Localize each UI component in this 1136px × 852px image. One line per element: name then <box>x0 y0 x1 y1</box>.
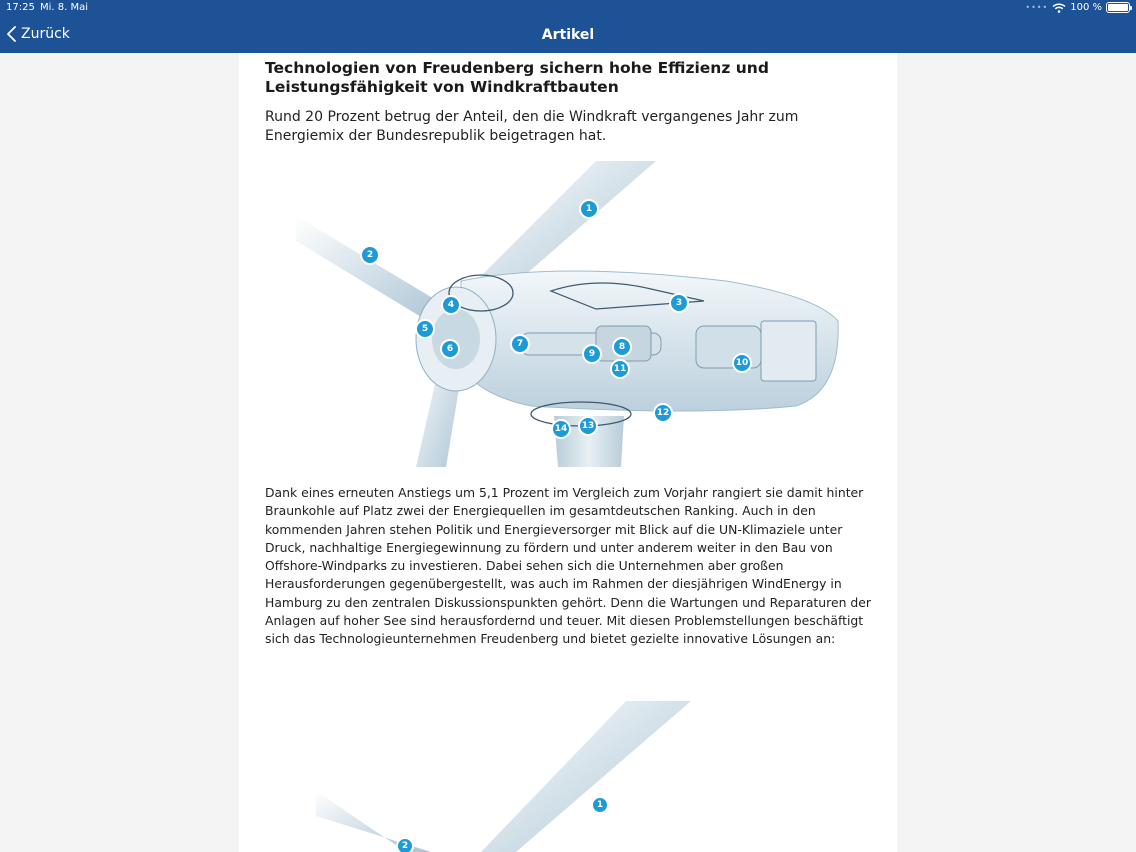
svg-text:8: 8 <box>618 342 626 352</box>
marker-1[interactable] <box>580 200 598 218</box>
signal-dots-icon: •••• <box>1025 3 1049 12</box>
svg-text:3: 3 <box>675 298 683 308</box>
marker-8[interactable] <box>613 338 631 356</box>
svg-text:6: 6 <box>446 344 454 354</box>
marker-7[interactable] <box>511 335 529 353</box>
article-body: Dank eines erneuten Anstiegs um 5,1 Prozent im Vergleich zum Vorjahr rangiert sie damit hinter Braunkohle auf Platz zwei der Energiequellen im gesamtdeutschen Ranking. Auch in den kommenden Jahren stehen Politik und Energieversorger mit Blick auf die UN-Klimaziele unter Druck, nachhaltige Energiegewinnung zu fördern und unter anderem weiter in den Bau von Offshore-Windparks zu investieren. Dabei sehen sich die Unternehmen aber großen Herausforderungen gegenübergestellt, was auch im Rahmen der diesjährigen WindEnergy in Hamburg zu den zentralen Diskussionspunkten gehört. Denn die Wartungen und Reparaturen der Anlagen auf hoher See sind herausfordernd und teuer. Mit diesen Problemstellungen beschäftigt sich das Technologieunternehmen Freudenberg und bietet gezielte innovative Lösungen an: <box>265 485 871 647</box>
wind-turbine-illustration-2 <box>296 701 841 852</box>
marker-2[interactable] <box>361 246 379 264</box>
marker-10[interactable] <box>733 354 751 372</box>
svg-text:14: 14 <box>554 424 568 434</box>
marker-3[interactable] <box>670 294 688 312</box>
page-title: Artikel <box>541 27 595 43</box>
svg-text:7: 7 <box>516 339 524 349</box>
svg-text:12: 12 <box>656 408 670 418</box>
wifi-icon <box>1052 3 1066 13</box>
navigation-bar <box>0 0 1136 53</box>
svg-text:1: 1 <box>596 800 604 810</box>
svg-text:1: 1 <box>585 204 593 214</box>
svg-text:2: 2 <box>401 841 409 851</box>
svg-text:5: 5 <box>421 324 429 334</box>
marker-12[interactable] <box>654 404 672 422</box>
status-date: Mi. 8. Mai <box>40 2 89 13</box>
svg-text:2: 2 <box>366 250 374 260</box>
marker-14[interactable] <box>552 420 570 438</box>
marker-4[interactable] <box>442 296 460 314</box>
svg-text:4: 4 <box>447 300 455 310</box>
svg-text:10: 10 <box>735 358 749 368</box>
article-content <box>239 53 897 852</box>
battery-percent: 100 % <box>1070 2 1102 13</box>
status-indicators <box>1025 2 1130 13</box>
svg-text:11: 11 <box>613 364 627 374</box>
back-label: Zurück <box>21 26 70 42</box>
marker-2b[interactable] <box>397 838 413 852</box>
battery-icon <box>1106 2 1130 13</box>
marker-9[interactable] <box>583 345 601 363</box>
status-time: 17:25 <box>6 2 35 13</box>
article-lead: Rund 20 Prozent betrug der Anteil, den die Windkraft vergangenes Jahr zum Energiemix der Bundesrepublik beigetragen hat. <box>265 109 799 144</box>
svg-text:9: 9 <box>588 349 596 359</box>
marker-5[interactable] <box>416 320 434 338</box>
marker-13[interactable] <box>579 417 597 435</box>
wind-turbine-illustration <box>296 161 841 467</box>
marker-6[interactable] <box>441 340 459 358</box>
svg-text:13: 13 <box>581 421 595 431</box>
marker-1b[interactable] <box>592 797 608 813</box>
article-headline: Technologien von Freudenberg sichern hohe Effizienz und Leistungsfähigkeit von Windkraftbauten <box>265 59 769 96</box>
marker-11[interactable] <box>611 360 629 378</box>
